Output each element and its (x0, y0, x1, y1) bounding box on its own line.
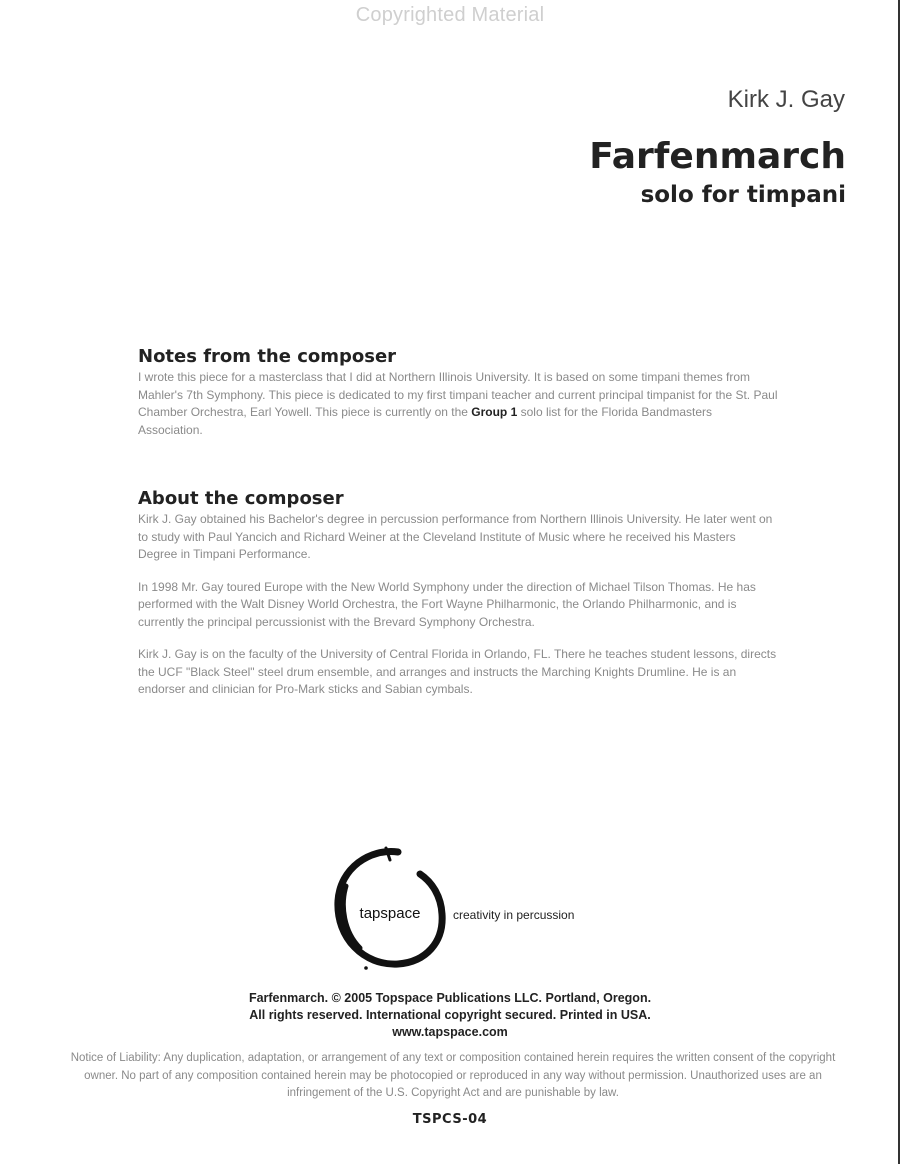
copyright-block (0, 990, 900, 1041)
notes-text-before: I wrote this piece for a masterclass that I did at Northern Illinois University. It is based on some timpani themes from Mahler's 7th Symphony. This piece is dedicated to my first timpani teacher and current principal timpanist for the St. Paul Chamber Orchestra, Earl Yowell. This piece is currently on the (138, 370, 778, 419)
copyright-watermark: Copyrighted Material (355, 4, 545, 26)
notes-heading: Notes from the composer (138, 346, 397, 367)
website-link[interactable]: www.tapspace.com (392, 1025, 508, 1039)
notes-bold-text: Group 1 (471, 405, 518, 419)
liability-notice: Notice of Liability: Any duplication, adaptation, or arrangement of any text or composition contained herein requires the written consent of the copyright owner. No part of any composition contained herein may be photocopied or reproduced in any way without permission. Unauthorized uses are an infringement of the U.S. Copyright Act and are punishable by law. (70, 1052, 836, 1099)
copyright-line: All rights reserved. International copyright secured. Printed in USA. (249, 1008, 651, 1022)
notes-paragraph (138, 369, 778, 439)
about-section (138, 488, 778, 714)
composer-name: Kirk J. Gay (727, 86, 845, 113)
tapspace-logo-icon (330, 846, 450, 971)
notes-text-after: solo list for the Florida Bandmasters Association. (138, 405, 713, 437)
page-title: Farfenmarch (589, 136, 846, 177)
logo-tagline: creativity in percussion (453, 908, 575, 922)
about-paragraph: In 1998 Mr. Gay toured Europe with the New World Symphony under the direction of Michael Tilson Thomas. He has performed with the Walt Disney World Orchestra, the Fort Wayne Philharmonic, the Orlando Philharmonic, and is currently the principal percussionist with the Brevard Symphony Orchestra. (138, 579, 756, 629)
logo-brand-text: tapspace (359, 905, 421, 922)
copyright-line: Farfenmarch. © 2005 Topspace Publications LLC. Portland, Oregon. (248, 991, 652, 1005)
about-paragraph: Kirk J. Gay is on the faculty of the University of Central Florida in Orlando, FL. There he teaches student lessons, directs the UCF "Black Steel" steel drum ensemble, and arranges and instructs the Marching Knights Drumline. He is an endorser and clinician for Pro-Mark sticks and Sabian cymbals. (138, 647, 777, 696)
about-paragraph: Kirk J. Gay obtained his Bachelor's degree in percussion performance from Northern Illinois University. He later went on to study with Paul Yancich and Richard Weiner at the Cleveland Institute of Music where he received his Masters Degree in Timpani Performance. (138, 512, 773, 561)
about-heading: About the composer (138, 488, 344, 509)
notes-section (138, 346, 778, 454)
catalog-number: TSPCS-04 (412, 1112, 488, 1127)
page-subtitle: solo for timpani (640, 182, 846, 208)
